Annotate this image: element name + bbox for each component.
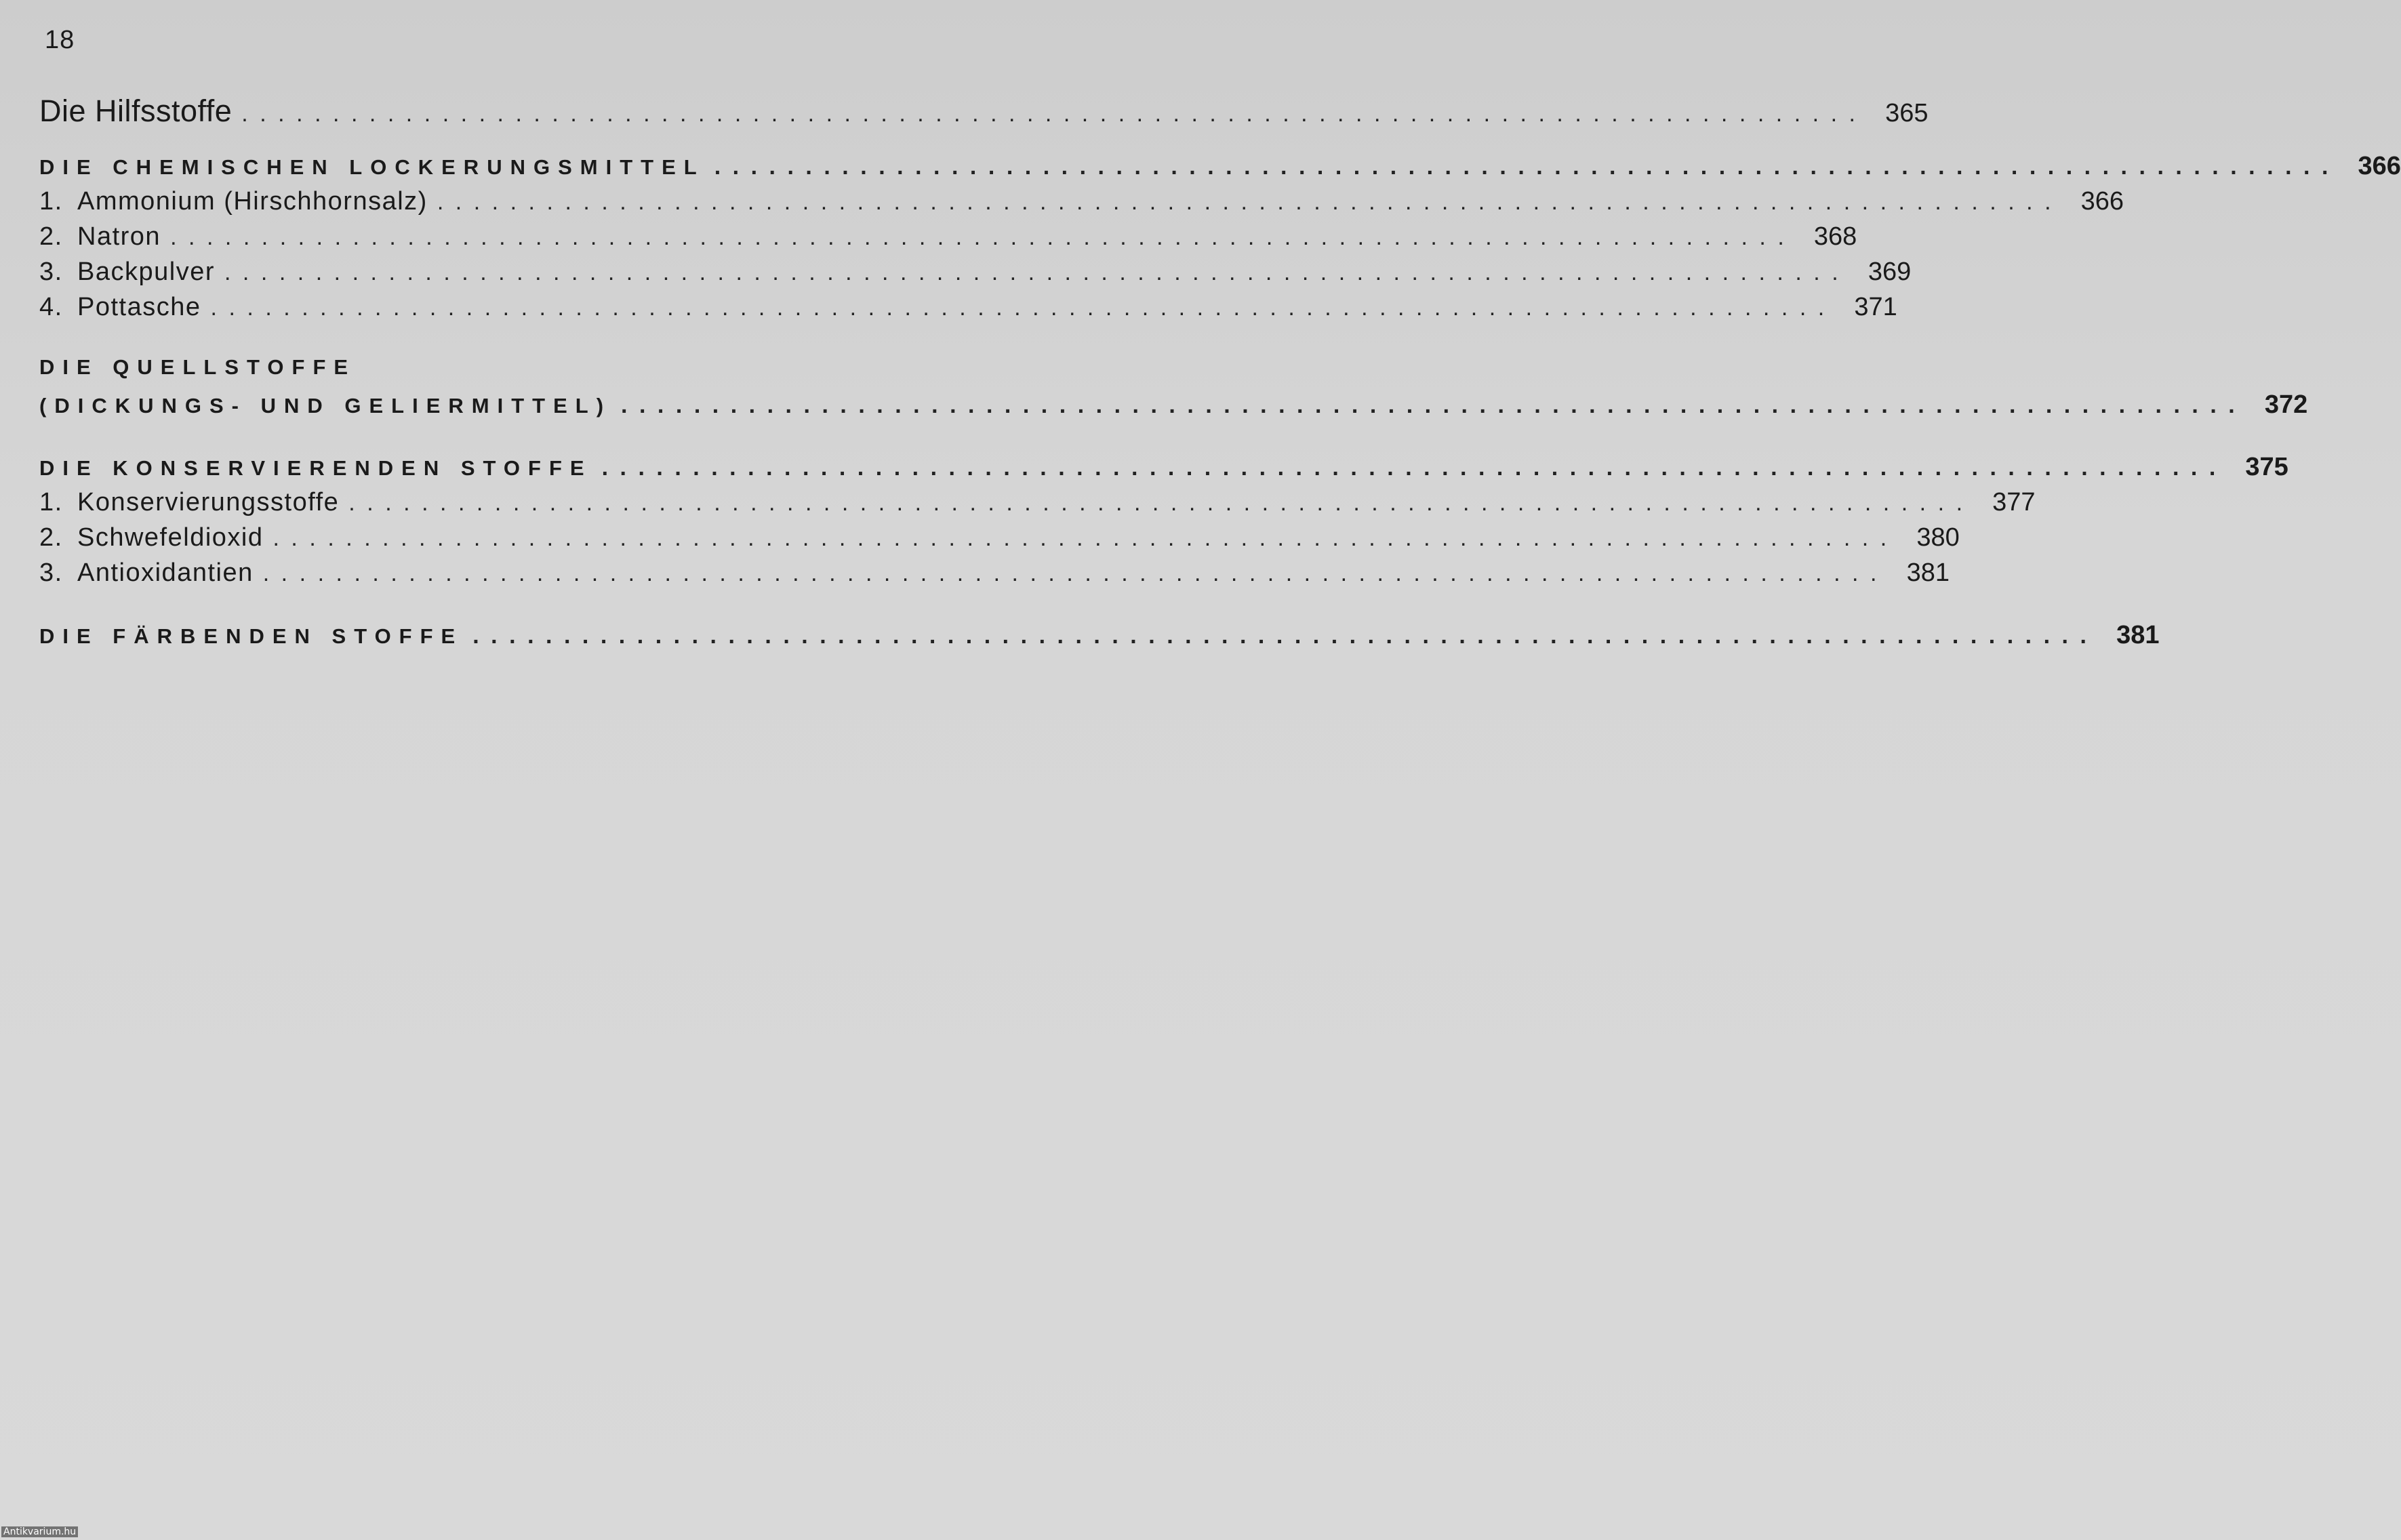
toc-page-number: 372: [2264, 390, 2308, 419]
dot-leader: .........................................................................................: [601, 455, 2227, 481]
table-of-contents: [39, 94, 2401, 656]
toc-section-row: [39, 152, 2401, 187]
toc-item-row: [39, 187, 2124, 222]
toc-item-number: 4.: [39, 293, 63, 321]
toc-page-number: 366: [2080, 187, 2124, 216]
toc-page-number: 371: [1854, 293, 1897, 321]
toc-item-title: [39, 187, 428, 216]
toc-page-number: 377: [1992, 488, 2036, 516]
toc-item-text: Schwefeldioxid: [77, 523, 264, 552]
toc-item-title: [39, 523, 263, 552]
dot-leader: .........................................................................................: [348, 490, 1975, 516]
toc-section-title-line: [39, 355, 1118, 390]
dot-leader: .........................................................................................: [437, 189, 2063, 215]
toc-item-number: 1.: [39, 488, 63, 516]
toc-page-number: 366: [2358, 152, 2401, 180]
dot-leader: .........................................................................................: [241, 101, 1868, 127]
toc-section-title: DIE CHEMISCHEN LOCKERUNGSMITTEL: [39, 155, 705, 179]
toc-item-text: Backpulver: [77, 258, 215, 286]
toc-item-row: [39, 258, 1912, 293]
toc-page-number: 381: [2116, 621, 2160, 649]
toc-item-title: [39, 222, 161, 251]
toc-item-row: [39, 523, 1960, 559]
watermark-credit: Antikvarium.hu: [1, 1526, 78, 1537]
toc-section-title: DIE KONSERVIERENDEN STOFFE: [39, 456, 592, 480]
toc-section-title: DIE FÄRBENDEN STOFFE: [39, 624, 464, 648]
dot-leader: .........................................................................................: [621, 392, 2247, 418]
dot-leader: .........................................................................................: [170, 224, 1796, 250]
toc-item-title: [39, 293, 201, 322]
toc-item-row: [39, 293, 1897, 328]
toc-item-row: [39, 488, 2036, 523]
toc-item-text: Antioxidantien: [77, 559, 254, 587]
toc-item-row: [39, 222, 1857, 258]
toc-part-title: Die Hilfsstoffe: [39, 94, 233, 128]
toc-part-row: [39, 94, 1929, 137]
toc-item-text: Konservierungsstoffe: [77, 488, 340, 516]
dot-leader: .........................................................................................: [714, 154, 2340, 180]
page-number: 18: [45, 26, 75, 54]
toc-item-text: Pottasche: [77, 293, 201, 321]
toc-item-title: [39, 258, 215, 287]
dot-leader: .........................................................................................: [472, 623, 2099, 649]
toc-page-number: 369: [1868, 258, 1912, 286]
toc-section-row: [39, 621, 2160, 656]
toc-section-subtitle: (DICKUNGS- UND GELIERMITTEL): [39, 394, 612, 418]
toc-section-row: [39, 453, 2288, 488]
toc-section-title: DIE QUELLSTOFFE: [39, 355, 357, 379]
toc-page-number: 365: [1885, 99, 1929, 127]
toc-item-number: 1.: [39, 187, 63, 216]
dot-leader: .........................................................................................: [262, 561, 1889, 586]
toc-item-title: [39, 559, 254, 588]
toc-item-row: [39, 559, 1950, 594]
toc-item-text: Ammonium (Hirschhornsalz): [77, 187, 428, 216]
toc-item-title: [39, 488, 339, 517]
toc-section-row: [39, 390, 2308, 426]
toc-item-number: 3.: [39, 559, 63, 587]
dot-leader: .........................................................................................: [273, 525, 1899, 551]
toc-item-number: 2.: [39, 222, 63, 251]
dot-leader: .........................................................................................: [224, 260, 1851, 285]
toc-item-number: 2.: [39, 523, 63, 552]
toc-page-number: 381: [1906, 559, 1950, 587]
toc-page-number: 380: [1916, 523, 1960, 552]
toc-page-number: 375: [2245, 453, 2288, 481]
dot-leader: .........................................................................................: [210, 295, 1836, 321]
toc-item-number: 3.: [39, 258, 63, 286]
toc-page-number: 368: [1813, 222, 1857, 251]
toc-item-text: Natron: [77, 222, 161, 251]
